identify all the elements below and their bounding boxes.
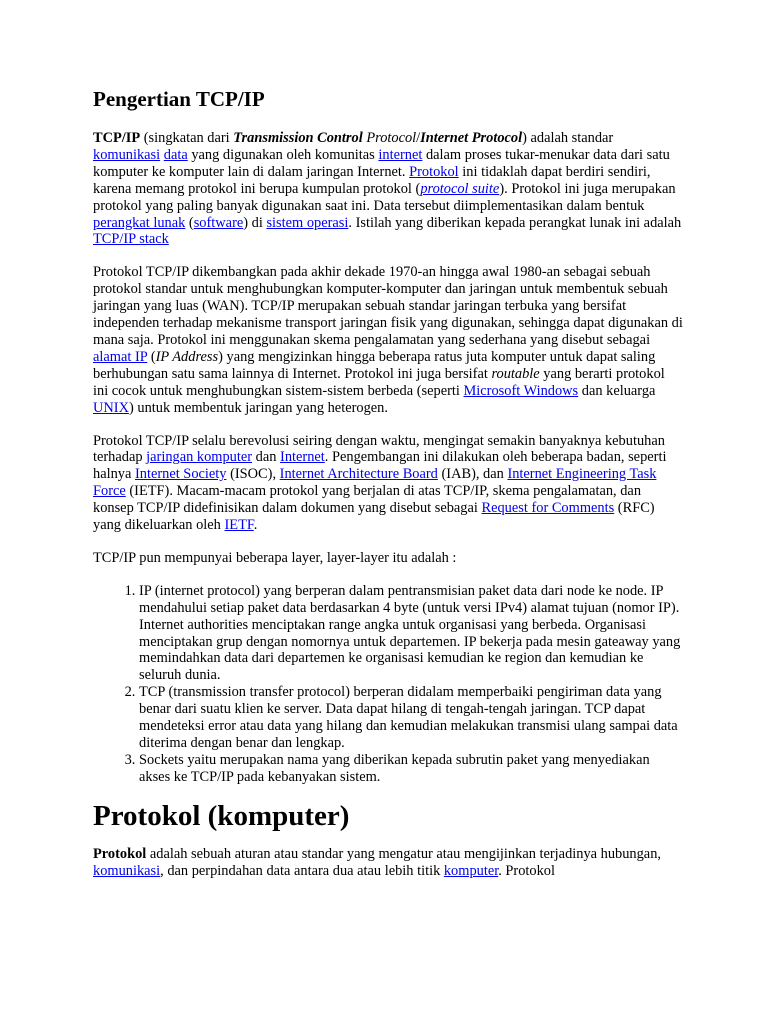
term-protokol: Protokol [93,845,147,862]
text: Protokol TCP/IP dikembangkan pada akhir dekade 1970-an hingga awal 1980-an sebagai sebuah protokol standar untuk menghubungkan komputer-komputer dan jaringan untuk membentuk sebuah jaringan yang luas (WAN). TCP/IP merupakan sebuah standar jaringan terbuka yang bersifat independen terhadap mekanisme transport jaringan fisik yang digunakan, sehingga dapat digunakan di mana saja. Protokol ini menggunakan skema pengalamatan yang sederhana yang disebut sebagai [93,264,683,348]
text: ( [185,214,194,231]
text: (IAB), dan [437,466,508,483]
text: yang berarti protokol ini cocok untuk menghubungkan sistem-sistem berbeda (seperti [93,365,665,399]
paragraph-protokol-definition [93,846,683,880]
link-unix[interactable]: UNIX [93,399,129,416]
text: ) di [243,214,267,231]
section-heading-protokol: Protokol (komputer) [93,799,350,832]
emphasis-protocol: Protocol [366,130,417,146]
link-ietf[interactable]: IETF [224,517,254,534]
document-page [93,85,683,896]
text: (singkatan dari [140,130,234,146]
term-tcpip: TCP/IP [93,130,141,146]
text: ini tidaklah dapat berdiri sendiri, karena memang protokol ini berupa kumpulan protokol ( [93,163,651,197]
text: ). Protokol ini juga merupakan protokol yang paling banyak digunakan saat ini. Data tersebut diimplementasikan dalam bentuk [93,180,676,214]
text: , dan perpindahan data antara dua atau lebih titik [160,862,444,879]
link-tcpip-stack[interactable]: TCP/IP stack [93,231,169,248]
link-alamat-ip[interactable]: alamat IP [93,348,148,365]
text: adalah sebuah aturan atau standar yang mengatur atau mengijinkan terjadinya hubungan, [146,845,661,862]
link-komunikasi[interactable]: komunikasi [93,146,161,163]
text: . Protokol [498,862,555,879]
text: ( [147,348,156,365]
link-komunikasi-2[interactable]: komunikasi [93,862,161,879]
text: . [253,517,258,534]
link-internet-2[interactable]: Internet [280,449,325,466]
text: dan [252,449,281,466]
list-item: 3. Sockets yaitu merupakan nama yang diberikan kepada subrutin paket yang menyediakan akses ke TCP/IP pada kebanyakan sistem. [139,752,683,786]
emphasis-routable: routable [491,365,540,382]
text: Protokol TCP/IP selalu berevolusi seiring dengan waktu, mengingat semakin banyaknya kebutuhan terhadap [93,432,665,466]
emphasis-ip-address: IP Address [155,348,219,365]
text: / [416,130,421,146]
link-request-for-comments[interactable]: Request for Comments [481,500,615,517]
text: (RFC) yang dikeluarkan oleh [93,500,655,534]
link-perangkat-lunak[interactable]: perangkat lunak [93,214,186,231]
list-item: 1. IP (internet protocol) yang berperan dalam pentransmisian paket data dari node ke node. IP mendahului setiap paket data berdasarkan 4 byte (untuk versi IPv4) alamat tujuan (nomor IP). Internet authorities menciptakan range angka untuk organisasi yang berbeda. Organisasi menciptakan grup dengan nomornya untuk departemen. IP bekerja pada mesin gateaway yang memindahkan data dari departemen ke organisasi kemudian ke region dan kemudian ke seluruh dunia. [139,583,683,684]
paragraph-layers-intro: TCP/IP pun mempunyai beberapa layer, layer-layer itu adalah : [93,549,457,566]
text: yang digunakan oleh komunitas [187,146,379,163]
link-protokol[interactable]: Protokol [409,163,459,180]
link-internet[interactable]: internet [378,146,423,163]
link-jaringan-komputer[interactable]: jaringan komputer [146,449,253,466]
layer-list [93,583,683,786]
paragraph-tcpip-history [93,264,683,416]
link-internet-engineering-task-force[interactable]: Internet Engineering Task Force [93,466,657,500]
text: ) adalah standar [522,130,614,146]
text: (ISOC), [226,466,280,483]
text: dan keluarga [578,382,656,399]
text: dalam proses tukar-menukar data dari satu komputer ke komputer lain di dalam jaringan Internet. [93,146,670,180]
link-internet-architecture-board[interactable]: Internet Architecture Board [279,466,438,483]
link-protocol-suite[interactable] [420,181,499,197]
link-sistem-operasi[interactable]: sistem operasi [266,214,349,231]
link-internet-society[interactable]: Internet Society [134,466,227,483]
paragraph-tcpip-definition [93,130,683,248]
emphasis-internet-protocol: Internet Protocol [420,130,523,146]
text: ) yang mengizinkan hingga beberapa ratus juta komputer untuk dapat saling berhubungan satu sama lainnya di Internet. Protokol ini juga bersifat [93,348,656,382]
text: (IETF). Macam-macam protokol yang berjalan di atas TCP/IP, skema pengalamatan, dan konsep TCP/IP didefinisikan dalam dokumen yang disebut sebagai [93,483,642,517]
paragraph-tcpip-evolution [93,433,683,534]
link-komputer[interactable]: komputer [443,862,499,879]
link-software[interactable]: software [193,214,244,231]
link-microsoft-windows[interactable]: Microsoft Windows [463,382,579,399]
link-data[interactable]: data [163,146,188,163]
text: . Pengembangan ini dilakukan oleh beberapa badan, seperti halnya [93,449,667,483]
section-heading-tcpip: Pengertian TCP/IP [93,87,265,111]
text: ) untuk membentuk jaringan yang heterogen. [128,399,388,416]
emphasis-transmission-control: Transmission Control [233,130,363,146]
list-item: 2. TCP (transmission transfer protocol) berperan didalam memperbaiki pengiriman data yang benar dari suatu klien ke server. Data dapat hilang di tengah-tengah jaringan. TCP dapat mendeteksi error atau data yang hilang dan kemudian melakukan transmisi ulang sampai data diterima dengan benar dan lengkap. [139,684,683,752]
text: . Istilah yang diberikan kepada perangkat lunak ini adalah [348,214,682,231]
link-protocol-suite-text: protocol suite [420,180,500,197]
